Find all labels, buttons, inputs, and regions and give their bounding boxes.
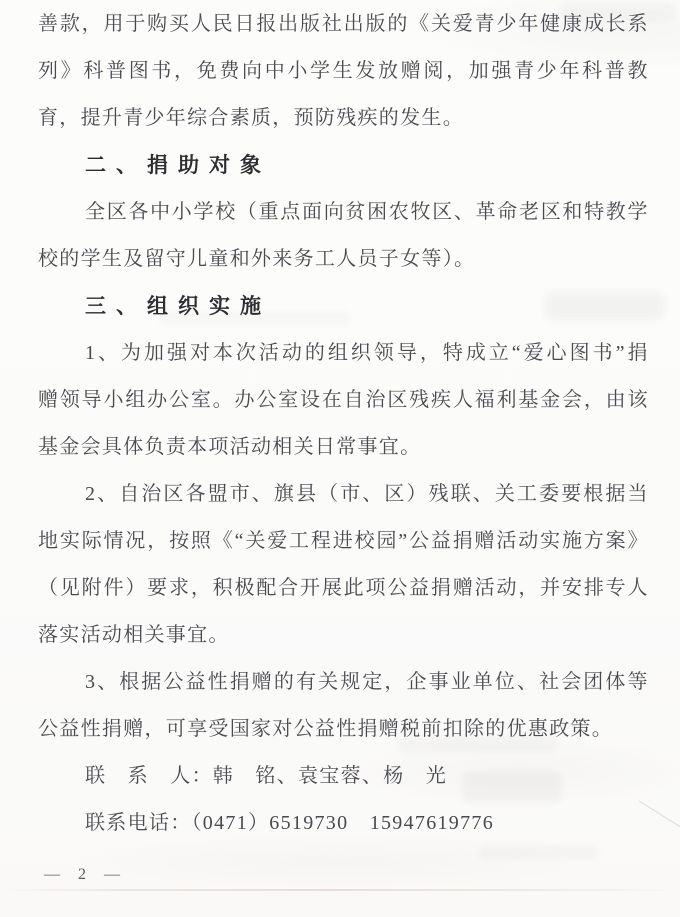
body-line: 赠领导小组办公室。办公室设在自治区残疾人福利基金会，由该 [38,389,648,411]
scan-crease-line [0,889,680,891]
contact-person-line: 联 系 人：韩 铭、袁宝蓉、杨 光 [85,765,448,787]
section-heading: 三、组织实施 [85,295,271,318]
document-body [38,1,648,847]
contact-phone-line: 联系电话：（0471）6519730 15947619776 [85,812,494,834]
body-line: 全区各中小学校（重点面向贫困农牧区、革命老区和特教学 [85,201,648,223]
body-line: 善款，用于购买人民日报出版社出版的《关爱青少年健康成长系 [38,13,648,35]
body-line: 列》科普图书，免费向中小学生发放赠阅，加强青少年科普教 [38,60,648,82]
page-number: — 2 — [44,866,127,883]
section-heading: 二、捐助对象 [85,154,271,177]
body-line: 3、根据公益性捐赠的有关规定，企事业单位、社会团体等 [85,671,648,693]
body-line: （见附件）要求，积极配合开展此项公益捐赠活动，并安排专人 [38,577,648,599]
bleed-through-artifact [478,846,598,859]
body-line: 育，提升青少年综合素质，预防残疾的发生。 [38,107,464,129]
body-line: 校的学生及留守儿童和外来务工人员子女等）。 [38,248,476,270]
body-line: 落实活动相关事宜。 [38,624,230,646]
body-line: 1、为加强对本次活动的组织领导，特成立“爱心图书”捐 [85,342,648,364]
body-line: 2、自治区各盟市、旗县（市、区）残联、关工委要根据当 [85,483,648,505]
body-line: 基金会具体负责本项活动相关日常事宜。 [38,436,422,458]
body-line: 公益性捐赠，可享受国家对公益性捐赠税前扣除的优惠政策。 [38,718,614,740]
body-line: 地实际情况，按照《“关爱工程进校园”公益捐赠活动实施方案》 [38,530,648,552]
